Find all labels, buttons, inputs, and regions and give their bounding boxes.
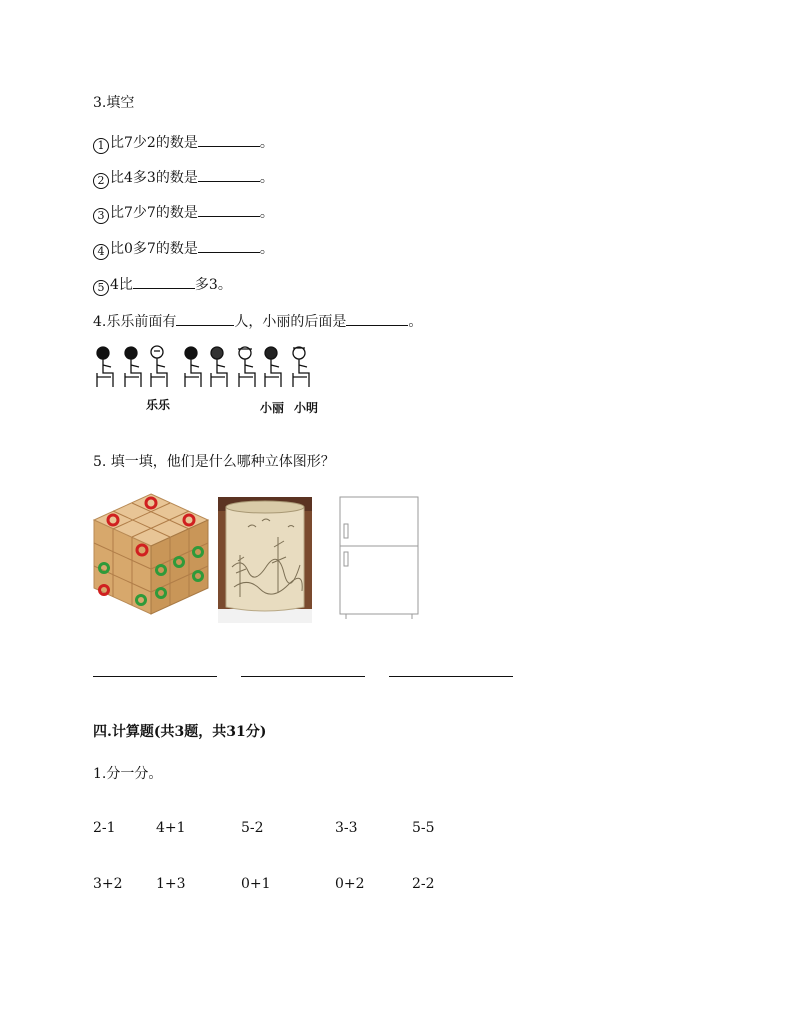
q3-item-5: 5 4比 多3。 bbox=[93, 274, 232, 296]
q3-item-3: 3 比7少7的数是 。 bbox=[93, 202, 274, 224]
answer-line-3[interactable] bbox=[389, 676, 513, 677]
answer-blank[interactable] bbox=[198, 167, 260, 182]
expression: 5-5 bbox=[412, 820, 435, 836]
q3-item-2: 2 比4多3的数是 。 bbox=[93, 167, 274, 189]
expression: 4+1 bbox=[156, 820, 186, 836]
expression: 3+2 bbox=[93, 876, 123, 892]
answer-line-1[interactable] bbox=[93, 676, 217, 677]
label-xiaoming: 小明 bbox=[294, 401, 319, 415]
answer-blank[interactable] bbox=[176, 311, 234, 326]
q3-item-1: 1 比7少2的数是 。 bbox=[93, 132, 274, 154]
expression: 2-2 bbox=[412, 876, 435, 892]
expression: 0+2 bbox=[335, 876, 365, 892]
q3-title: 3.填空 bbox=[93, 95, 135, 111]
q5-title: 5. 填一填，他们是什么哪种立体图形？ bbox=[93, 454, 335, 470]
expression: 2-1 bbox=[93, 820, 116, 836]
q4-question: 4.乐乐前面有 人，小丽的后面是 。 bbox=[93, 311, 422, 331]
circled-number: 2 bbox=[93, 173, 109, 189]
circled-number: 1 bbox=[93, 138, 109, 154]
section-title: 四.计算题(共3题，共31分) bbox=[93, 724, 267, 740]
label-lele: 乐乐 bbox=[146, 398, 171, 412]
answer-line-2[interactable] bbox=[241, 676, 365, 677]
circled-number: 3 bbox=[93, 208, 109, 224]
circled-number: 5 bbox=[93, 280, 109, 296]
answer-blank[interactable] bbox=[133, 274, 195, 289]
label-xiaoli: 小丽 bbox=[260, 401, 285, 415]
answer-blank[interactable] bbox=[346, 311, 408, 326]
circled-number: 4 bbox=[93, 244, 109, 260]
seated-children-illustration bbox=[93, 343, 323, 395]
expression: 5-2 bbox=[241, 820, 264, 836]
answer-blank[interactable] bbox=[198, 202, 260, 217]
cylinder-vase-image bbox=[218, 497, 312, 623]
expression: 1+3 bbox=[156, 876, 186, 892]
wooden-cube-image bbox=[92, 490, 210, 618]
expression: 3-3 bbox=[335, 820, 358, 836]
answer-blank[interactable] bbox=[198, 238, 260, 253]
refrigerator-outline-image bbox=[336, 494, 422, 622]
q3-item-4: 4 比0多7的数是 。 bbox=[93, 238, 274, 260]
answer-blank[interactable] bbox=[198, 132, 260, 147]
expression: 0+1 bbox=[241, 876, 271, 892]
calc1-title: 1.分一分。 bbox=[93, 766, 163, 782]
